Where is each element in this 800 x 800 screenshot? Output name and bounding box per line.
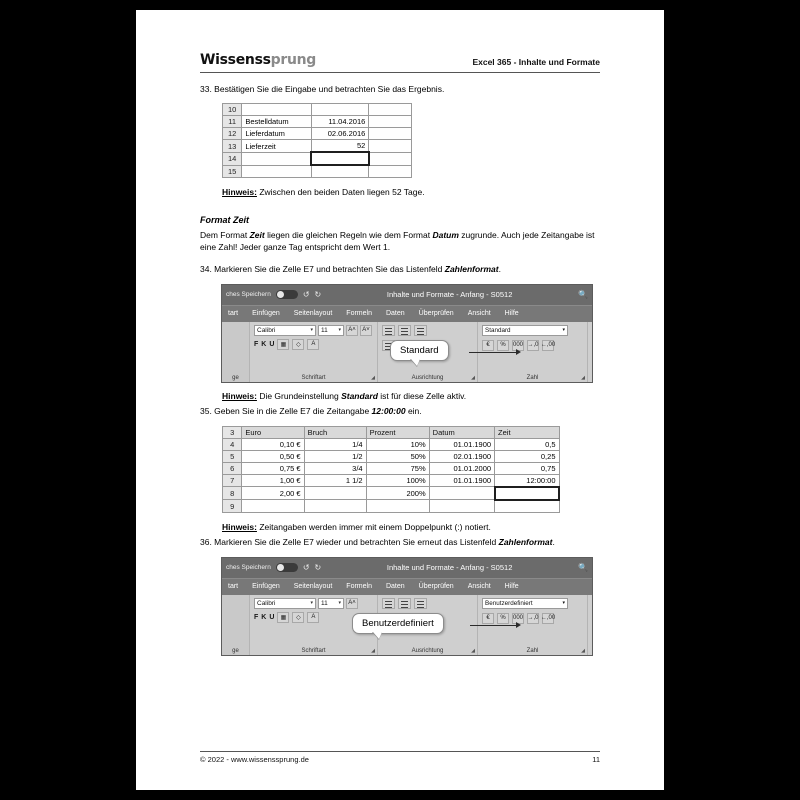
cell <box>366 500 429 513</box>
para-part-a: Dem Format <box>200 229 250 240</box>
cell <box>304 500 366 513</box>
tab-ueberpruefen[interactable]: Überprüfen <box>418 310 454 318</box>
number-format-combo[interactable] <box>482 325 568 336</box>
table-row <box>223 450 560 462</box>
cell <box>369 140 412 153</box>
logo-bold-part: Wissenss <box>200 52 271 68</box>
hint-2-post: ist für diese Zelle aktiv. <box>377 390 467 401</box>
row-header: 3 <box>223 426 242 438</box>
cell: 200% <box>366 487 429 500</box>
hint-2-emphasis: Standard <box>341 390 378 401</box>
increase-font-icon[interactable]: A˄ <box>346 598 358 609</box>
step-36-pre: 36. Markieren Sie die Zelle E7 wieder und betrachten Sie erneut das Listenfeld <box>200 537 499 548</box>
cell <box>311 104 369 116</box>
hint-label: Hinweis: <box>222 187 257 198</box>
tab-seitenlayout[interactable]: Seitenlayout <box>293 310 333 318</box>
callout-arrow-line <box>469 352 517 353</box>
page-header <box>200 52 600 73</box>
cell <box>242 500 304 513</box>
cell: 01.01.1900 <box>429 438 494 450</box>
font-color-icon[interactable]: A <box>307 612 319 623</box>
chevron-down-icon[interactable]: ▾ <box>338 600 341 607</box>
table-row <box>223 116 412 128</box>
table-row <box>223 474 560 487</box>
cell <box>242 165 311 178</box>
tab-ansicht[interactable]: Ansicht <box>467 310 491 318</box>
increase-decimal-icon[interactable]: →,0 <box>527 340 539 351</box>
callout-arrow-head <box>516 349 521 355</box>
cell: 1/2 <box>304 450 366 462</box>
table-row <box>223 104 412 116</box>
font-size-combo[interactable] <box>318 325 344 336</box>
cell: 0,10 € <box>242 438 304 450</box>
hint-1 <box>222 187 600 198</box>
section-paragraph <box>200 230 600 253</box>
chevron-down-icon[interactable]: ▾ <box>310 600 313 607</box>
chevron-down-icon[interactable]: ▾ <box>338 327 341 334</box>
callout-arrow-head <box>516 622 521 628</box>
hint-3 <box>222 522 600 533</box>
table-row <box>223 438 560 450</box>
ribbon-group-clipboard <box>222 322 250 382</box>
ribbon-tabs <box>222 305 592 322</box>
row-header: 14 <box>223 152 242 165</box>
cell <box>304 487 366 500</box>
number-format-combo[interactable] <box>482 598 568 609</box>
align-bottom-icon[interactable] <box>414 325 427 336</box>
callout-standard: Standard <box>390 340 449 361</box>
font-name-value: Calibri <box>257 326 276 334</box>
cell: 0,75 € <box>242 462 304 474</box>
align-row-1 <box>382 325 473 336</box>
cell: 02.01.1900 <box>429 450 494 462</box>
chevron-down-icon[interactable]: ▾ <box>562 600 565 607</box>
autosave-toggle[interactable] <box>276 290 298 299</box>
dialog-launcher-icon[interactable]: ◢ <box>581 647 585 654</box>
cell: Lieferzeit <box>242 140 311 153</box>
step-34-emphasis: Zahlenformat <box>444 264 499 275</box>
group-label-alignment: Ausrichtung <box>411 374 444 381</box>
document-title: Inhalte und Formate - Anfang - S0512 <box>386 290 513 300</box>
section-heading: Format Zeit <box>200 214 250 225</box>
currency-icon[interactable]: € <box>482 340 494 351</box>
tab-ueberpruefen[interactable]: Überprüfen <box>418 583 454 591</box>
align-middle-icon[interactable] <box>398 325 411 336</box>
cell: 01.01.2000 <box>429 462 494 474</box>
cell <box>369 116 412 128</box>
cell: 2,00 € <box>242 487 304 500</box>
decrease-decimal-icon[interactable]: ←,00 <box>542 340 554 351</box>
cell: 1/4 <box>304 438 366 450</box>
font-name-combo[interactable] <box>254 598 316 609</box>
increase-decimal-icon[interactable]: →,0 <box>527 613 539 624</box>
tab-einfuegen[interactable]: Einfügen <box>252 583 280 591</box>
clipboard-label: ge <box>232 374 239 381</box>
thousands-icon[interactable]: 000 <box>512 340 524 351</box>
footer-copyright: © 2022 - www.wissenssprung.de <box>200 755 309 764</box>
hint-3-text: Zeitangaben werden immer mit einem Doppelpunkt (:) notiert. <box>256 521 491 532</box>
percent-icon[interactable]: % <box>497 613 509 624</box>
hint-label: Hinweis: <box>222 390 257 401</box>
chevron-down-icon[interactable]: ▾ <box>562 327 565 334</box>
hint-1-text: Zwischen den beiden Daten liegen 52 Tage. <box>256 187 425 198</box>
callout-arrow-line <box>470 625 517 626</box>
font-name-combo[interactable] <box>254 325 316 336</box>
group-label-number: Zahl <box>526 374 539 381</box>
table-row <box>223 462 560 474</box>
callout-benutzerdefiniert: Benutzerdefiniert <box>352 613 444 634</box>
table-row <box>223 487 560 500</box>
cell: 02.06.2016 <box>311 128 369 140</box>
dialog-launcher-icon[interactable]: ◢ <box>371 374 375 381</box>
row-header: 13 <box>223 140 242 153</box>
borders-icon[interactable]: ▦ <box>277 612 289 623</box>
tab-formeln[interactable]: Formeln <box>346 310 372 318</box>
step-35-emphasis: 12:00:00 <box>371 406 406 417</box>
cell <box>311 165 369 178</box>
column-header-euro: Euro <box>242 426 304 438</box>
tab-start[interactable]: tart <box>228 583 239 591</box>
fill-color-icon[interactable]: ◇ <box>292 339 304 350</box>
cell: 01.01.1900 <box>429 474 494 487</box>
cell: 75% <box>366 462 429 474</box>
font-style-row <box>254 339 373 350</box>
document-title: Inhalte und Formate - Anfang - S0512 <box>386 563 513 573</box>
tab-daten[interactable]: Daten <box>385 583 405 591</box>
document-page <box>136 10 664 790</box>
table-row <box>223 165 412 178</box>
step-33: 33. Bestätigen Sie die Eingabe und betrachten Sie das Ergebnis. <box>200 84 445 94</box>
step-35-post: ein. <box>405 406 422 417</box>
font-controls-row <box>254 598 373 609</box>
excel-ribbon-screenshot-2 <box>222 558 592 655</box>
align-middle-icon[interactable] <box>398 598 411 609</box>
tab-hilfe[interactable]: Hilfe <box>504 310 519 318</box>
hint-2 <box>222 391 600 402</box>
borders-icon[interactable]: ▦ <box>277 339 289 350</box>
ribbon-tabs <box>222 578 592 595</box>
cell: 100% <box>366 474 429 487</box>
increase-font-icon[interactable]: A˄ <box>346 325 358 336</box>
para-part-d: Datum <box>432 229 459 240</box>
para-part-c: liegen die gleichen Regeln wie dem Format <box>264 229 433 240</box>
redo-icon[interactable]: ↻ <box>314 563 322 573</box>
table-row <box>223 128 412 140</box>
currency-icon[interactable]: € <box>482 613 494 624</box>
hint-2-pre: Die Grundeinstellung <box>256 390 342 401</box>
search-icon[interactable]: 🔍 <box>578 563 588 573</box>
autosave-toggle[interactable] <box>276 563 298 572</box>
tab-daten[interactable]: Daten <box>385 310 405 318</box>
row-header: 6 <box>223 462 242 474</box>
bold-icon[interactable]: F <box>254 340 259 348</box>
tab-einfuegen[interactable]: Einfügen <box>252 310 280 318</box>
tab-start[interactable]: tart <box>228 310 239 318</box>
cell: Bestelldatum <box>242 116 311 128</box>
cell <box>369 165 412 178</box>
row-header: 5 <box>223 450 242 462</box>
group-label-number: Zahl <box>526 647 539 654</box>
para-part-e: zugrunde. Auch jede Zeitangabe ist eine Zahl! Jeder ganze Tag entspricht dem Wert 1. <box>200 229 595 252</box>
cell: 3/4 <box>304 462 366 474</box>
cell: 50% <box>366 450 429 462</box>
cell <box>369 128 412 140</box>
cell: 12:00:00 <box>495 474 559 487</box>
table-header-row <box>223 426 560 438</box>
row-header: 9 <box>223 500 242 513</box>
step-36-emphasis: Zahlenformat <box>498 537 553 548</box>
search-icon[interactable]: 🔍 <box>578 290 588 300</box>
dialog-launcher-icon[interactable]: ◢ <box>371 647 375 654</box>
step-36 <box>200 537 600 548</box>
brand-logo <box>200 52 316 68</box>
cell <box>429 500 494 513</box>
hint-label: Hinweis: <box>222 521 257 532</box>
step-34-pre: 34. Markieren Sie die Zelle E7 und betrachten Sie das Listenfeld <box>200 264 445 275</box>
thousands-icon[interactable]: 000 <box>512 613 524 624</box>
cell: 0,50 € <box>242 450 304 462</box>
row-header: 15 <box>223 165 242 178</box>
tab-formeln[interactable]: Formeln <box>346 583 372 591</box>
cell: 0,75 <box>495 462 559 474</box>
italic-icon[interactable]: K <box>261 613 267 621</box>
dialog-launcher-icon[interactable]: ◢ <box>471 374 475 381</box>
spreadsheet-excerpt-2 <box>222 426 560 513</box>
row-header: 4 <box>223 438 242 450</box>
logo-grey-part: prung <box>270 52 317 68</box>
step-36-post: . <box>552 537 555 548</box>
page-content <box>200 52 600 655</box>
excel-ribbon-screenshot-1 <box>222 285 592 382</box>
cell: 0,25 <box>495 450 559 462</box>
underline-icon[interactable]: U <box>269 613 275 621</box>
page-footer <box>200 751 600 764</box>
cell: 1,00 € <box>242 474 304 487</box>
spreadsheet-excerpt-1 <box>222 103 412 178</box>
font-size-combo[interactable] <box>318 598 344 609</box>
percent-icon[interactable]: % <box>497 340 509 351</box>
ribbon-titlebar <box>222 558 592 578</box>
footer-page-number: 11 <box>592 755 600 764</box>
step-35 <box>200 406 600 417</box>
ribbon-group-clipboard <box>222 595 250 655</box>
font-color-icon[interactable]: A <box>307 339 319 350</box>
cell: 0,5 <box>495 438 559 450</box>
align-top-icon[interactable] <box>382 598 395 609</box>
column-header-bruch: Bruch <box>304 426 366 438</box>
fill-color-icon[interactable]: ◇ <box>292 612 304 623</box>
autosave-label: ches Speichern <box>226 564 271 572</box>
row-header: 10 <box>223 104 242 116</box>
autosave-label: ches Speichern <box>226 291 271 299</box>
bold-icon[interactable]: F <box>254 613 259 621</box>
ribbon-body <box>222 595 592 655</box>
align-bottom-icon[interactable] <box>414 598 427 609</box>
cell: 11.04.2016 <box>311 116 369 128</box>
dialog-launcher-icon[interactable]: ◢ <box>581 374 585 381</box>
cell <box>495 500 559 513</box>
cell <box>242 152 311 165</box>
cell <box>369 104 412 116</box>
column-header-zeit: Zeit <box>495 426 559 438</box>
cell <box>429 487 494 500</box>
tab-seitenlayout[interactable]: Seitenlayout <box>293 583 333 591</box>
undo-icon[interactable]: ↺ <box>302 290 310 300</box>
step-35-pre: 35. Geben Sie in die Zelle E7 die Zeitangabe <box>200 406 372 417</box>
table-row <box>223 140 412 153</box>
undo-icon[interactable]: ↺ <box>302 563 310 573</box>
ribbon-body <box>222 322 592 382</box>
number-buttons-row <box>482 613 583 624</box>
cell-selected <box>311 152 369 165</box>
chevron-down-icon[interactable]: ▾ <box>310 327 313 334</box>
group-label-font: Schriftart <box>301 374 326 381</box>
dialog-launcher-icon[interactable]: ◢ <box>471 647 475 654</box>
cell: Lieferdatum <box>242 128 311 140</box>
header-title: Excel 365 - Inhalte und Formate <box>472 57 600 67</box>
font-size-value: 11 <box>321 599 328 607</box>
cell <box>369 152 412 165</box>
row-header: 7 <box>223 474 242 487</box>
table-row <box>223 500 560 513</box>
number-format-value: Benutzerdefiniert <box>485 599 533 607</box>
decrease-font-icon[interactable]: A˅ <box>360 325 372 336</box>
column-header-datum: Datum <box>429 426 494 438</box>
font-size-value: 11 <box>321 326 328 334</box>
font-name-value: Calibri <box>257 599 276 607</box>
para-part-b: Zeit <box>249 229 265 240</box>
step-34 <box>200 264 600 275</box>
cell <box>242 104 311 116</box>
clipboard-label: ge <box>232 647 239 654</box>
group-label-font: Schriftart <box>301 647 326 654</box>
align-top-icon[interactable] <box>382 325 395 336</box>
tab-hilfe[interactable]: Hilfe <box>504 583 519 591</box>
row-header: 11 <box>223 116 242 128</box>
font-controls-row <box>254 325 373 336</box>
align-row-1 <box>382 598 473 609</box>
row-header: 12 <box>223 128 242 140</box>
ribbon-titlebar <box>222 285 592 305</box>
ribbon-group-font <box>250 322 378 382</box>
row-header: 8 <box>223 487 242 500</box>
table-row <box>223 152 412 165</box>
cell: 52 <box>311 140 369 153</box>
cell: 10% <box>366 438 429 450</box>
italic-icon[interactable]: K <box>261 340 267 348</box>
tab-ansicht[interactable]: Ansicht <box>467 583 491 591</box>
step-34-post: . <box>498 264 501 275</box>
decrease-decimal-icon[interactable]: ←,00 <box>542 613 554 624</box>
column-header-prozent: Prozent <box>366 426 429 438</box>
group-label-alignment: Ausrichtung <box>411 647 444 654</box>
redo-icon[interactable]: ↻ <box>314 290 322 300</box>
underline-icon[interactable]: U <box>269 340 275 348</box>
number-format-value: Standard <box>485 326 511 334</box>
cell-selected <box>495 487 559 500</box>
cell: 1 1/2 <box>304 474 366 487</box>
number-buttons-row <box>482 340 583 351</box>
